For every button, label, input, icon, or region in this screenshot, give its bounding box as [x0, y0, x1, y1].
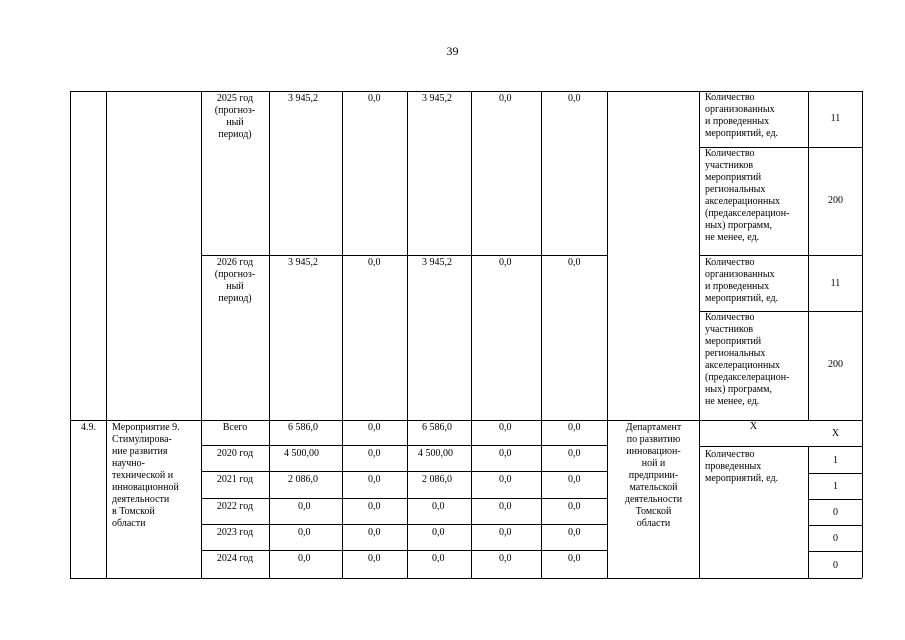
amount-federal: 0,0	[368, 257, 381, 268]
item-number: 4.9.	[81, 422, 96, 433]
table-border-right	[862, 91, 863, 578]
amount-total: 4 500,00	[284, 448, 319, 459]
col-divider	[407, 91, 408, 578]
amount-regional: 0,0	[432, 553, 445, 564]
indicator-name: Количество участников мероприятий региональных акселерационных (предакселерацион- ных) программ, не менее, ед.	[705, 312, 790, 407]
amount-other: 0,0	[568, 474, 581, 485]
row-divider	[201, 471, 607, 472]
indicator-name: Количество участников мероприятий региональных акселерационных (предакселерацион- ных) программ, не менее, ед.	[705, 148, 790, 243]
amount-local: 0,0	[499, 474, 512, 485]
indicator-name: Количество организованных и проведенных мероприятий, ед.	[705, 92, 779, 139]
period-cell: 2026 год (прогноз- ный период)	[214, 257, 256, 304]
indicator-name: Количество организованных и проведенных мероприятий, ед.	[705, 257, 779, 304]
amount-regional: 0,0	[432, 527, 445, 538]
total-indicator-mark: Х	[749, 421, 758, 432]
amount-local: 0,0	[499, 422, 512, 433]
amount-other: 0,0	[568, 93, 581, 104]
period-cell: 2020 год	[216, 448, 254, 459]
amount-total: 0,0	[298, 501, 311, 512]
amount-regional: 6 586,0	[422, 422, 452, 433]
period-cell: 2024 год	[216, 553, 254, 564]
amount-other: 0,0	[568, 501, 581, 512]
amount-federal: 0,0	[368, 553, 381, 564]
col-divider	[70, 91, 71, 578]
amount-federal: 0,0	[368, 527, 381, 538]
indicator-value: 200	[828, 359, 843, 370]
period-cell: 2022 год	[216, 501, 254, 512]
col-divider	[699, 91, 700, 578]
row-divider	[808, 473, 862, 474]
amount-federal: 0,0	[368, 448, 381, 459]
amount-federal: 0,0	[368, 474, 381, 485]
amount-local: 0,0	[499, 553, 512, 564]
row-divider	[201, 524, 607, 525]
row-divider	[808, 499, 862, 500]
row-divider	[699, 446, 862, 447]
indicator-value: 11	[830, 113, 841, 124]
row-divider	[808, 551, 862, 552]
indicator-value: 1	[833, 455, 838, 466]
indicator-value: 200	[828, 195, 843, 206]
indicator-value: 0	[833, 507, 838, 518]
amount-total: 2 086,0	[288, 474, 318, 485]
indicator-value: 1	[833, 481, 838, 492]
period-cell: Всего	[222, 422, 248, 433]
row-divider	[808, 525, 862, 526]
amount-regional: 4 500,00	[418, 448, 453, 459]
amount-total: 6 586,0	[288, 422, 318, 433]
amount-regional: 3 945,2	[422, 93, 452, 104]
col-divider	[471, 91, 472, 578]
amount-total: 3 945,2	[288, 257, 318, 268]
amount-local: 0,0	[499, 93, 512, 104]
row-divider	[201, 255, 607, 256]
col-divider	[269, 91, 270, 578]
total-value-mark: Х	[831, 428, 840, 439]
item-name: Мероприятие 9. Стимулирова- ние развития научно- технической и инновационной деятельности в Томской области	[112, 422, 180, 529]
amount-other: 0,0	[568, 527, 581, 538]
amount-regional: 2 086,0	[422, 474, 452, 485]
col-divider	[342, 91, 343, 578]
indicator-value: 11	[830, 278, 841, 289]
amount-other: 0,0	[568, 257, 581, 268]
amount-local: 0,0	[499, 501, 512, 512]
col-divider	[541, 91, 542, 578]
amount-local: 0,0	[499, 527, 512, 538]
period-cell: 2025 год (прогноз- ный период)	[214, 93, 256, 140]
table-border-bottom	[70, 578, 862, 579]
amount-local: 0,0	[499, 257, 512, 268]
indicator-value: 0	[833, 560, 838, 571]
row-divider	[201, 498, 607, 499]
amount-federal: 0,0	[368, 422, 381, 433]
amount-regional: 3 945,2	[422, 257, 452, 268]
amount-federal: 0,0	[368, 501, 381, 512]
amount-total: 0,0	[298, 553, 311, 564]
period-cell: 2021 год	[216, 474, 254, 485]
amount-regional: 0,0	[432, 501, 445, 512]
amount-other: 0,0	[568, 448, 581, 459]
amount-other: 0,0	[568, 422, 581, 433]
amount-other: 0,0	[568, 553, 581, 564]
page-number: 39	[446, 44, 459, 58]
period-cell: 2023 год	[216, 527, 254, 538]
amount-total: 0,0	[298, 527, 311, 538]
row-divider	[201, 550, 607, 551]
indicator-value: 0	[833, 533, 838, 544]
row-divider	[201, 445, 607, 446]
amount-total: 3 945,2	[288, 93, 318, 104]
amount-local: 0,0	[499, 448, 512, 459]
item-executor: Департамент по развитию инновацион- ной и предприни- мательской деятельности Томской области	[624, 422, 683, 529]
indicator-name: Количество проведенных мероприятий, ед.	[705, 449, 779, 484]
col-divider	[106, 91, 107, 578]
amount-federal: 0,0	[368, 93, 381, 104]
row-divider	[699, 255, 862, 256]
